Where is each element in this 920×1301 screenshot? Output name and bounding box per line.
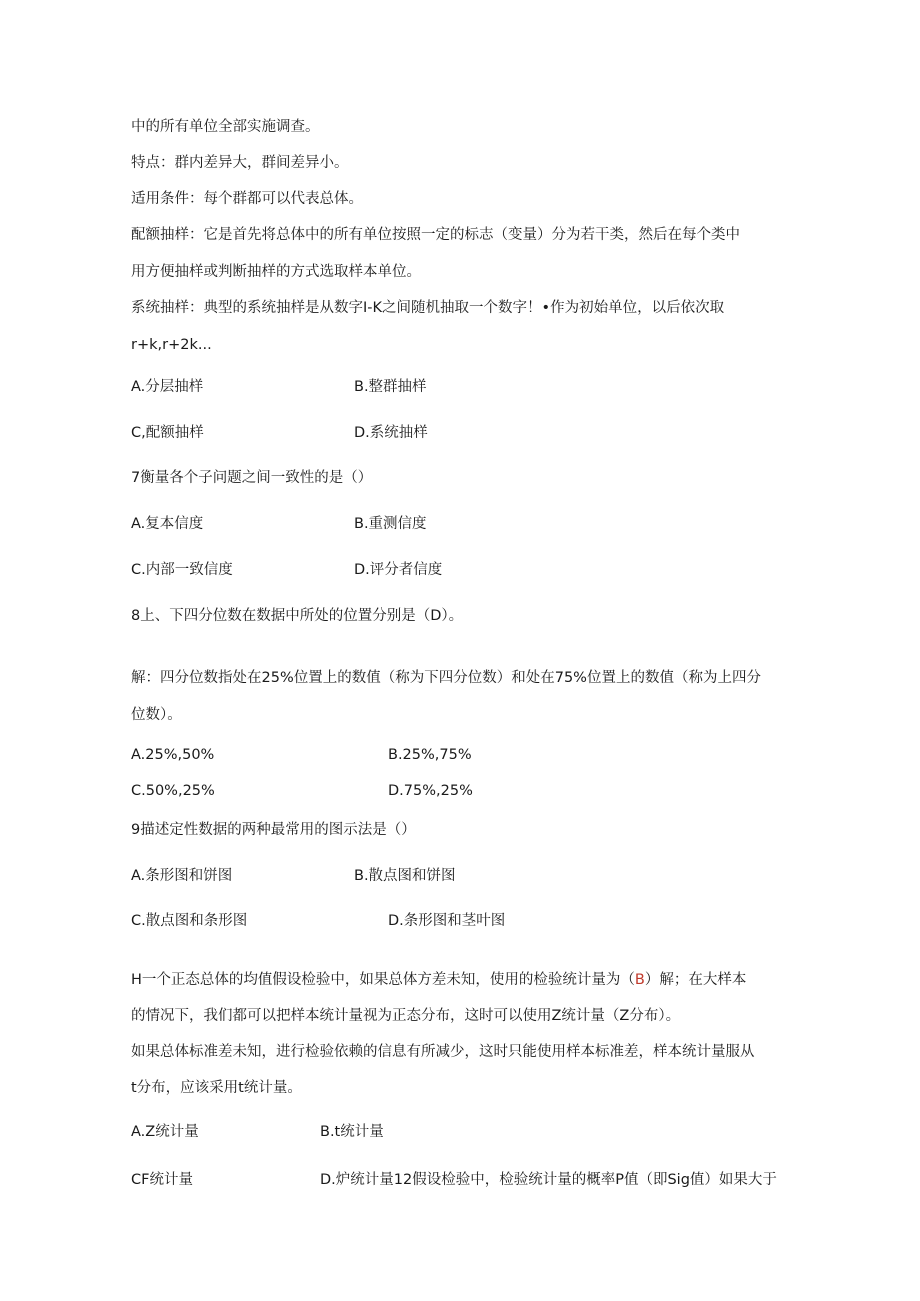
q6-option-b: B.整群抽样 — [354, 379, 427, 395]
q6-option-c: C,配额抽样 — [131, 425, 204, 441]
q11-option-c: CF统计量 — [131, 1172, 193, 1188]
q11-stem-post: ）解；在大样本 — [644, 972, 747, 988]
q11-line-2: 的情况下，我们都可以把样本统计量视为正态分布，这时可以使用Z统计量（Z分布）。 — [131, 1008, 681, 1024]
q9-stem: 9描述定性数据的两种最常用的图示法是（） — [131, 822, 416, 838]
q11-stem-pre: H一个正态总体的均值假设检验中，如果总体方差未知，使用的检验统计量为（ — [131, 972, 635, 988]
q7-option-d: D.评分者信度 — [354, 562, 443, 578]
q9-option-b: B.散点图和饼图 — [354, 868, 456, 884]
q7-stem: 7衡量各个子问题之间一致性的是（） — [131, 470, 373, 486]
q9-option-c: C.散点图和条形图 — [131, 913, 248, 929]
intro-line-5: 用方便抽样或判断抽样的方式选取样本单位。 — [131, 264, 421, 280]
intro-line-3: 适用条件：每个群都可以代表总体。 — [131, 191, 363, 207]
q8-option-b: B.25%,75% — [388, 747, 472, 763]
q11-answer: B — [634, 972, 645, 988]
intro-line-6: 系统抽样：典型的系统抽样是从数字I-K之间随机抽取一个数字！•作为初始单位，以后依次取 — [131, 300, 725, 316]
q11-option-d: D.炉统计量12假设检验中，检验统计量的概率P值（即Sig值）如果大于 — [320, 1172, 777, 1188]
q9-option-d: D.条形图和茎叶图 — [388, 913, 506, 929]
q8-option-a: A.25%,50% — [131, 747, 215, 763]
q8-option-c: C.50%,25% — [131, 783, 215, 799]
q11-line-4: t分布，应该采用t统计量。 — [131, 1080, 302, 1096]
q11-option-a: A.Z统计量 — [131, 1124, 199, 1140]
q8-explanation-1: 解：四分位数指处在25%位置上的数值（称为下四分位数）和处在75%位置上的数值（称为上四分 — [131, 670, 761, 686]
q6-option-a: A.分层抽样 — [131, 379, 204, 395]
q9-option-a: A.条形图和饼图 — [131, 868, 233, 884]
q7-option-c: C.内部一致信度 — [131, 562, 233, 578]
q11-stem — [131, 970, 746, 990]
q7-option-a: A.复本信度 — [131, 516, 204, 532]
q8-stem: 8上、下四分位数在数据中所处的位置分别是（D）。 — [131, 608, 464, 624]
q11-line-3: 如果总体标准差未知，进行检验依赖的信息有所减少，这时只能使用样本标准差，样本统计量服从 — [131, 1044, 755, 1060]
intro-line-1: 中的所有单位全部实施调查。 — [131, 119, 320, 135]
intro-line-7: r+k,r+2k... — [131, 337, 212, 353]
q8-explanation-2: 位数）。 — [131, 707, 182, 723]
q6-option-d: D.系统抽样 — [354, 425, 428, 441]
intro-line-4: 配额抽样：它是首先将总体中的所有单位按照一定的标志（变量）分为若干类，然后在每个类中 — [131, 227, 740, 243]
intro-line-2: 特点：群内差异大，群间差异小。 — [131, 155, 349, 171]
q7-option-b: B.重测信度 — [354, 516, 427, 532]
q8-option-d: D.75%,25% — [388, 783, 473, 799]
q11-option-b: B.t统计量 — [320, 1124, 384, 1140]
